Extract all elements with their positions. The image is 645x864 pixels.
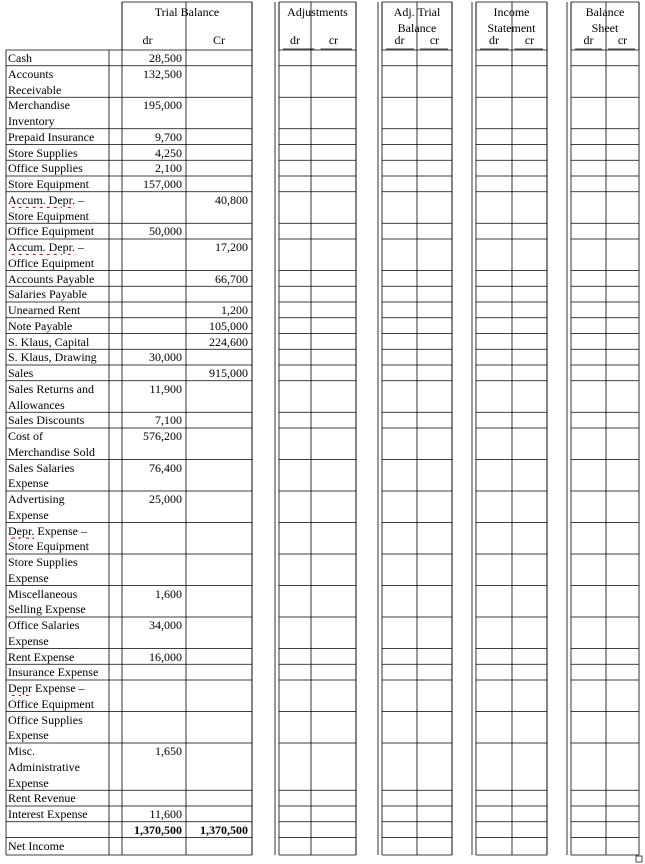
account-label: Miscellaneous [8,586,78,601]
account-label: Accum. Depr. – [8,192,84,207]
trial-balance-dr-value: 7,100 [155,413,182,428]
account-label: S. Klaus, Drawing [8,350,97,365]
trial-balance-cr-value: 1,200 [221,303,248,317]
account-label: Office Equipment [8,696,95,711]
account-label: Cost of [8,429,44,443]
trial-balance-dr-value: 16,000 [149,649,182,664]
trial-balance-dr-value: 30,000 [149,350,182,365]
subheader-is-dr: dr [489,33,499,47]
account-label: Allowances [8,397,65,412]
account-label: Merchandise Sold [8,444,95,459]
subheader-tb-dr: dr [142,33,153,47]
header-adj-trial-balance: Adj. Trial Balance [393,5,441,35]
account-label: Sales [8,366,34,380]
account-label: Expense [8,507,49,522]
trial-balance-dr-value: 576,200 [143,429,182,443]
account-label: Interest Expense [8,807,88,821]
account-label: Store Supplies [8,145,78,160]
trial-balance-dr-value: 9,700 [155,129,182,144]
trial-balance-cr-value: 1,370,500 [200,822,248,837]
header-income-statement: Income Statement [487,5,536,35]
subheader-adj-cr: cr [328,33,339,47]
trial-balance-dr-value: 76,400 [149,460,182,475]
trial-balance-cr-value: 224,600 [209,334,248,349]
trial-balance-dr-value: 28,500 [149,51,182,65]
account-label: Prepaid Insurance [8,129,95,144]
account-label: Unearned Rent [8,303,81,317]
header-adjustments: Adjustments [287,5,348,19]
subheader-adj-dr: dr [290,33,300,47]
spellcheck-underline: Accum. Depr. [8,192,75,207]
account-label: Merchandise [8,98,70,113]
account-label: Office Equipment [8,224,95,239]
account-label: S. Klaus, Capital [8,334,90,349]
account-label: Sales Returns and [8,381,94,396]
account-label: Administrative [8,759,80,774]
account-label: Sales Salaries [8,460,75,475]
account-label: Store Equipment [8,177,89,191]
trial-balance-dr-value: 11,600 [149,807,182,821]
account-label: Accum. Depr. – [8,240,84,254]
account-label: Accounts [8,66,54,81]
account-label: Store Supplies [8,555,78,569]
subheader-tb-cr: Cr [213,33,225,47]
account-label: Depr Expense – [8,681,85,695]
subheader-atb-cr: cr [429,33,440,47]
account-label: Salaries Payable [8,287,87,302]
account-label: Depr. Expense – [8,523,87,538]
subheader-is-cr: cr [524,33,535,47]
account-label: Cash [8,51,32,65]
trial-balance-dr-value: 2,100 [155,161,182,176]
spellcheck-underline: Accum. Depr. [8,240,75,254]
header-balance-sheet: Balance Sheet [585,5,625,35]
account-label: Expense [8,570,49,585]
account-label: Net Income [8,838,65,853]
trial-balance-dr-value: 50,000 [149,224,182,239]
trial-balance-cr-value: 40,800 [215,192,248,207]
account-label: Office Salaries [8,618,80,632]
account-label: Office Supplies [8,161,83,176]
account-label: Office Supplies [8,712,83,727]
account-label: Expense [8,476,49,491]
header-trial-balance: Trial Balance [154,5,220,19]
subheader-bs-cr: cr [617,33,628,47]
trial-balance-dr-value: 132,500 [143,66,182,81]
subheader-atb-dr: dr [394,33,405,47]
trial-balance-dr-value: 1,370,500 [134,822,182,837]
spellcheck-underline: Depr. [8,523,35,538]
subheader-bs-dr: dr [583,33,594,47]
account-label: Advertising [8,492,65,506]
account-label: Expense [8,633,49,648]
account-label: Rent Revenue [8,791,76,806]
trial-balance-cr-value: 66,700 [215,271,248,286]
account-label: Inventory [8,114,55,128]
account-label: Insurance Expense [8,665,99,680]
trial-balance-dr-value: 1,650 [155,744,182,758]
account-label: Note Payable [8,318,73,333]
corner-marker [636,856,642,862]
trial-balance-dr-value: 25,000 [149,492,182,506]
account-label: Selling Expense [8,602,86,617]
trial-balance-cr-value: 105,000 [209,318,248,333]
spellcheck-underline: Depr [8,681,32,695]
account-label: Store Equipment [8,539,89,554]
account-label: Store Equipment [8,208,89,223]
trial-balance-dr-value: 195,000 [143,98,182,113]
account-label: Office Equipment [8,255,95,270]
account-label: Misc. [8,744,35,758]
trial-balance-dr-value: 1,600 [155,586,182,601]
trial-balance-dr-value: 34,000 [149,618,182,632]
trial-balance-cr-value: 17,200 [215,240,248,254]
account-label: Expense [8,775,49,790]
account-label: Sales Discounts [8,413,85,428]
trial-balance-cr-value: 915,000 [209,366,248,380]
trial-balance-dr-value: 11,900 [149,381,182,396]
trial-balance-dr-value: 157,000 [143,177,182,191]
account-label: Receivable [8,82,62,97]
trial-balance-dr-value: 4,250 [155,145,182,160]
account-label: Expense [8,728,49,743]
account-label: Rent Expense [8,649,75,664]
account-label: Accounts Payable [8,271,95,286]
